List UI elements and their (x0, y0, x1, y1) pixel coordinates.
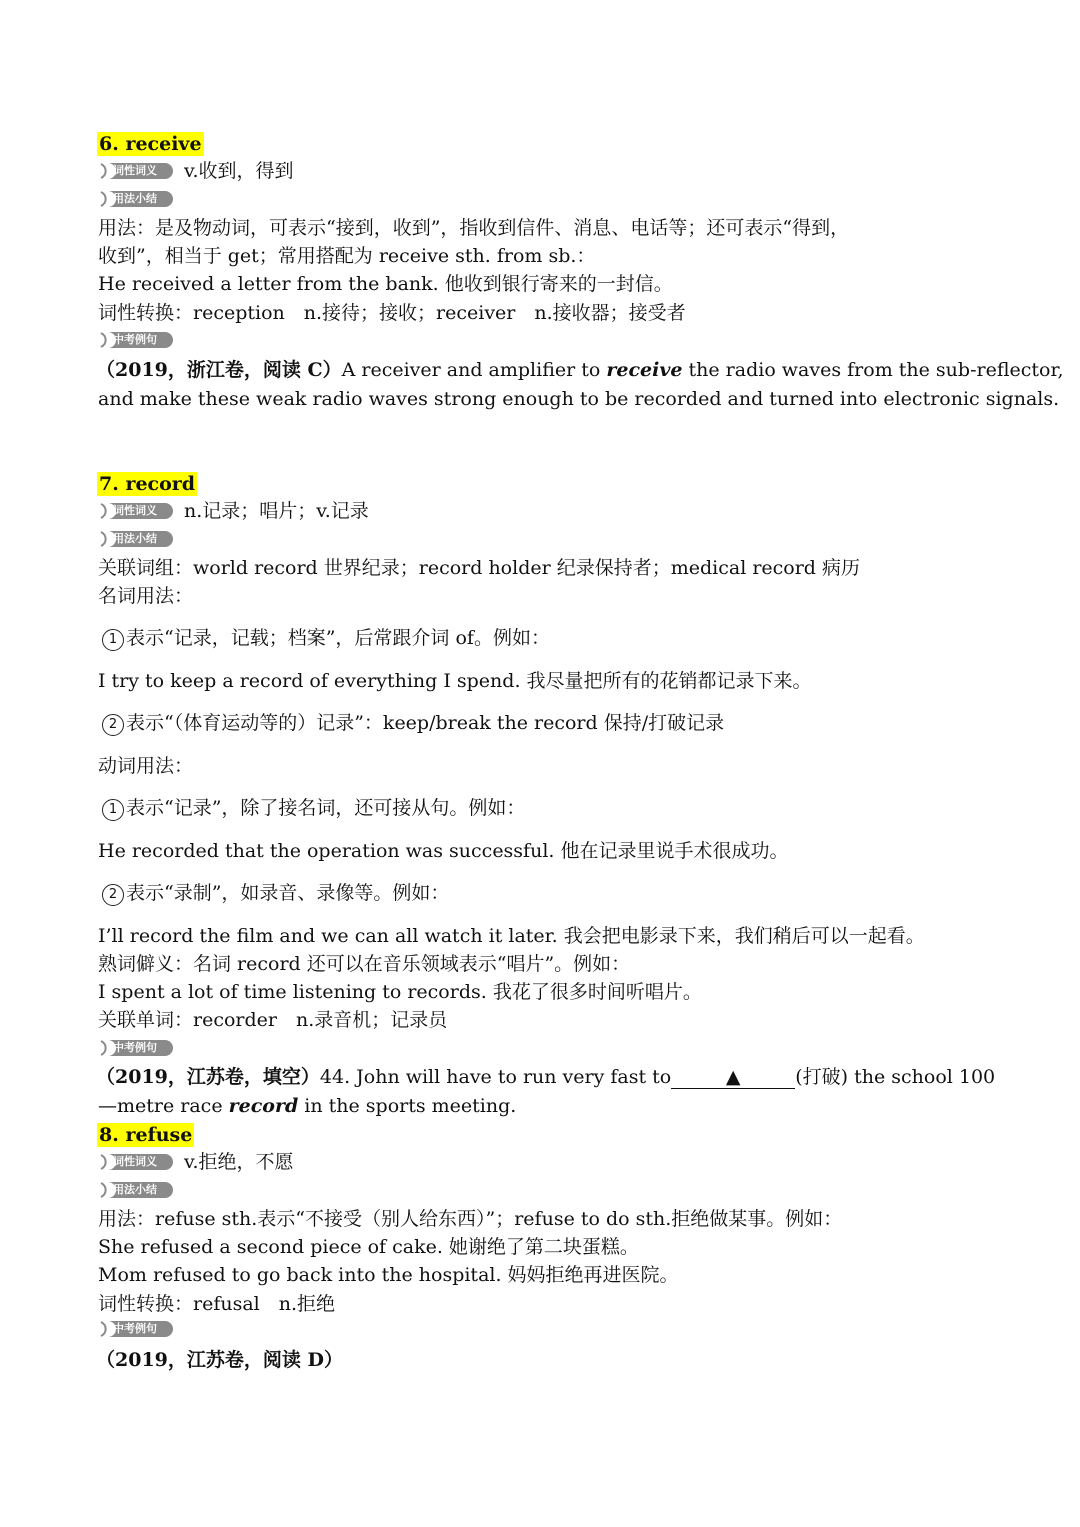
example-sentence: I spent a lot of time listening to records. 我花了很多时间听唱片。 (98, 981, 702, 1003)
meaning-tag (99, 162, 173, 180)
meaning-text: v.收到，得到 (184, 160, 294, 182)
word-conversion: 词性转换：refusal n.拒绝 (98, 1293, 336, 1315)
noun-usage-2 (102, 709, 990, 737)
tag-label: 中考例句 (113, 1322, 157, 1335)
exam-tag (99, 331, 173, 349)
example-sentence: He received a letter from the bank. 他收到银行寄来的一封信。 (98, 273, 673, 295)
usage-text: 表示“（体育运动等的）记录”：keep/break the record 保持/打破记录 (126, 712, 725, 734)
usage-text: 表示“记录，记载；档案”，后常跟介词 of。例如： (126, 627, 550, 649)
usage-text: 用法：是及物动词，可表示“接到，收到”，指收到信件、消息、电话等；还可表示“得到， (98, 217, 850, 239)
usage-text: 表示“录制”，如录音、录像等。例如： (126, 882, 450, 904)
example-sentence: I try to keep a record of everything I spend. 我尽量把所有的花销都记录下来。 (98, 670, 812, 692)
exam-example (96, 356, 1064, 384)
example-sentence: She refused a second piece of cake. 她谢绝了第二块蛋糕。 (98, 1236, 639, 1258)
verb-usage-2 (102, 879, 990, 907)
related-phrases: 关联词组：world record 世界纪录；record holder 纪录保持者；medical record 病历 (98, 557, 861, 579)
entry-heading-receive: 6. receive (99, 133, 202, 155)
exam-text: (打破) the school 100 (795, 1066, 996, 1088)
exam-text: —metre race (98, 1095, 229, 1117)
example-sentence: Mom refused to go back into the hospital. 妈妈拒绝再进医院。 (98, 1264, 679, 1286)
example-sentence: I’ll record the film and we can all watch it later. 我会把电影录下来，我们稍后可以一起看。 (98, 925, 925, 947)
noun-usage-1 (102, 624, 990, 652)
exam-text: in the sports meeting. (298, 1095, 517, 1117)
example-sentence: He recorded that the operation was successful. 他在记录里说手术很成功。 (98, 840, 789, 862)
tag-label: 用法小结 (113, 192, 157, 205)
exam-tag (99, 1320, 173, 1338)
verb-usage-label: 动词用法： (98, 755, 194, 777)
circled-number: 1 (102, 799, 124, 821)
related-word: 关联单词：recorder n.录音机；记录员 (98, 1009, 448, 1031)
usage-tag (99, 190, 173, 208)
exam-source: （2019，江苏卷，阅读 D） (96, 1349, 343, 1371)
tag-label: 词性词义 (113, 1155, 157, 1168)
fill-in-blank (671, 1066, 795, 1089)
entry-heading-refuse: 8. refuse (99, 1124, 193, 1146)
usage-text: 用法：refuse sth.表示“不接受（别人给东西）”；refuse to do sth.拒绝做某事。例如： (98, 1208, 843, 1230)
exam-example (96, 1063, 1000, 1091)
tag-label: 中考例句 (113, 333, 157, 346)
tag-label: 词性词义 (113, 504, 157, 517)
usage-text: 收到”，相当于 get；常用搭配为 receive sth. from sb.： (98, 245, 596, 267)
word-conversion: 词性转换：reception n.接待；接收；receiver n.接收器；接受者 (98, 302, 686, 324)
meaning-text: v.拒绝，不愿 (184, 1151, 294, 1173)
tag-label: 中考例句 (113, 1041, 157, 1054)
circled-number: 2 (102, 714, 124, 736)
meaning-text: n.记录；唱片；v.记录 (184, 500, 369, 522)
exam-tag (99, 1039, 173, 1057)
entry-heading-record: 7. record (99, 473, 196, 495)
exam-keyword: receive (606, 359, 683, 381)
usage-tag (99, 1181, 173, 1199)
familiar-word-rare-meaning: 熟词僻义：名词 record 还可以在音乐领域表示“唱片”。例如： (98, 953, 631, 975)
exam-text: A receiver and amplifier to (341, 359, 607, 381)
circled-number: 1 (102, 629, 124, 651)
verb-usage-1 (102, 794, 990, 822)
meaning-tag (99, 502, 173, 520)
usage-text: 表示“记录”，除了接名词，还可接从句。例如： (126, 797, 526, 819)
exam-text: 44. John will have to run very fast to (319, 1066, 672, 1088)
tag-label: 词性词义 (113, 164, 157, 177)
tag-label: 用法小结 (113, 532, 157, 545)
tag-label: 用法小结 (113, 1183, 157, 1196)
exam-keyword: record (228, 1095, 299, 1117)
circled-number: 2 (102, 884, 124, 906)
meaning-tag (99, 1153, 173, 1171)
exam-source: （2019，江苏卷，填空） (96, 1066, 320, 1088)
noun-usage-label: 名词用法： (98, 585, 194, 607)
triangle-icon: ▲ (725, 1066, 741, 1088)
exam-source: （2019，浙江卷，阅读 C） (96, 359, 342, 381)
exam-text: the radio waves from the sub-reflector, (682, 359, 1064, 381)
exam-text: and make these weak radio waves strong enough to be recorded and turned into electronic signals. (98, 388, 1060, 410)
exam-text (98, 1092, 990, 1120)
usage-tag (99, 530, 173, 548)
